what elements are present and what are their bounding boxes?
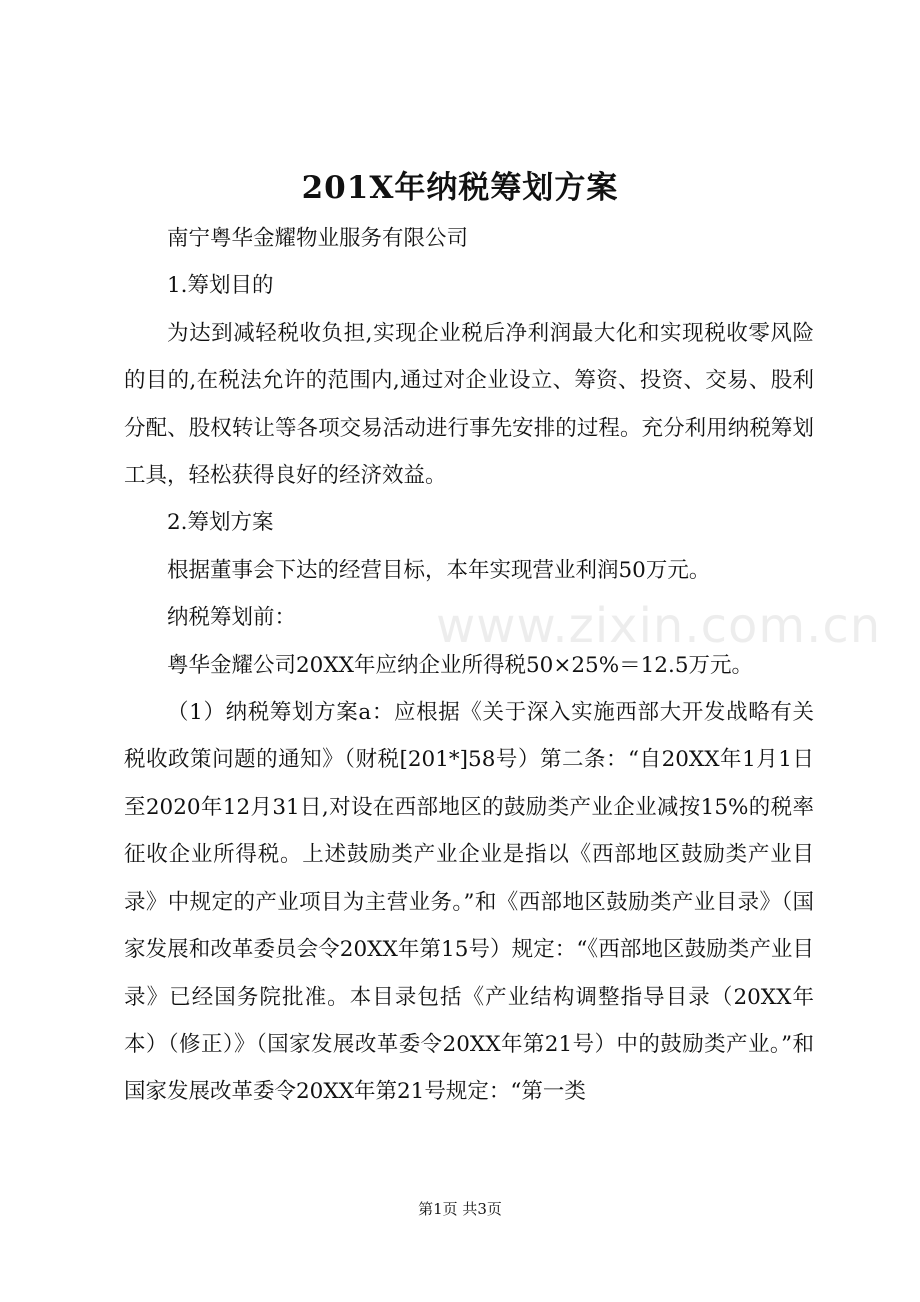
tax-calculation-paragraph: 粤华金耀公司20XX年应纳企业所得税50×25%＝12.5万元。 [167,652,754,678]
section-heading-purpose: 1.筹划目的 [167,273,274,299]
watermark: www.zixin.com.cn [436,598,882,654]
purpose-paragraph: 为达到减轻税收负担,实现企业税后净利润最大化和实现税收零风险的目的,在税法允许的范围内,通过对企业设立、筹资、投资、交易、股利分配、股权转让等各项交易活动进行事先安排的过程。充分利用纳税筹划工具，轻松获得良好的经济效益。 [124,320,814,489]
document-title: 201X年纳税筹划方案 [301,170,619,206]
page-footer: 第1页 共3页 [418,1200,502,1218]
section-heading-plan: 2.筹划方案 [167,510,274,536]
before-planning-label: 纳税筹划前： [167,605,297,631]
plan-target-paragraph: 根据董事会下达的经营目标，本年实现营业利润50万元。 [167,557,711,583]
document-body [124,215,814,1116]
plan-a-paragraph: （1）纳税筹划方案a：应根据《关于深入实施西部大开发战略有关税收政策问题的通知》（财税[201*]58号）第二条：“自20XX年1月1日至2020年12月31日,对设在西部地区的鼓励类产业企业减按15%的税率征收企业所得税。上述鼓励类产业企业是指以《西部地区鼓励类产业目录》中规定的产业项目为主营业务。”和《西部地区鼓励类产业目录》（国家发展和改革委员会令20XX年第15号）规定：“《西部地区鼓励类产业目录》已经国务院批准。本目录包括《产业结构调整指导目录（20XX年本）（修正）》（国家发展改革委令20XX年第21号）中的鼓励类产业。”和国家发展改革委令20XX年第21号规定：“第一类 [124,700,814,1105]
company-name-paragraph: 南宁粤华金耀物业服务有限公司 [167,226,469,251]
